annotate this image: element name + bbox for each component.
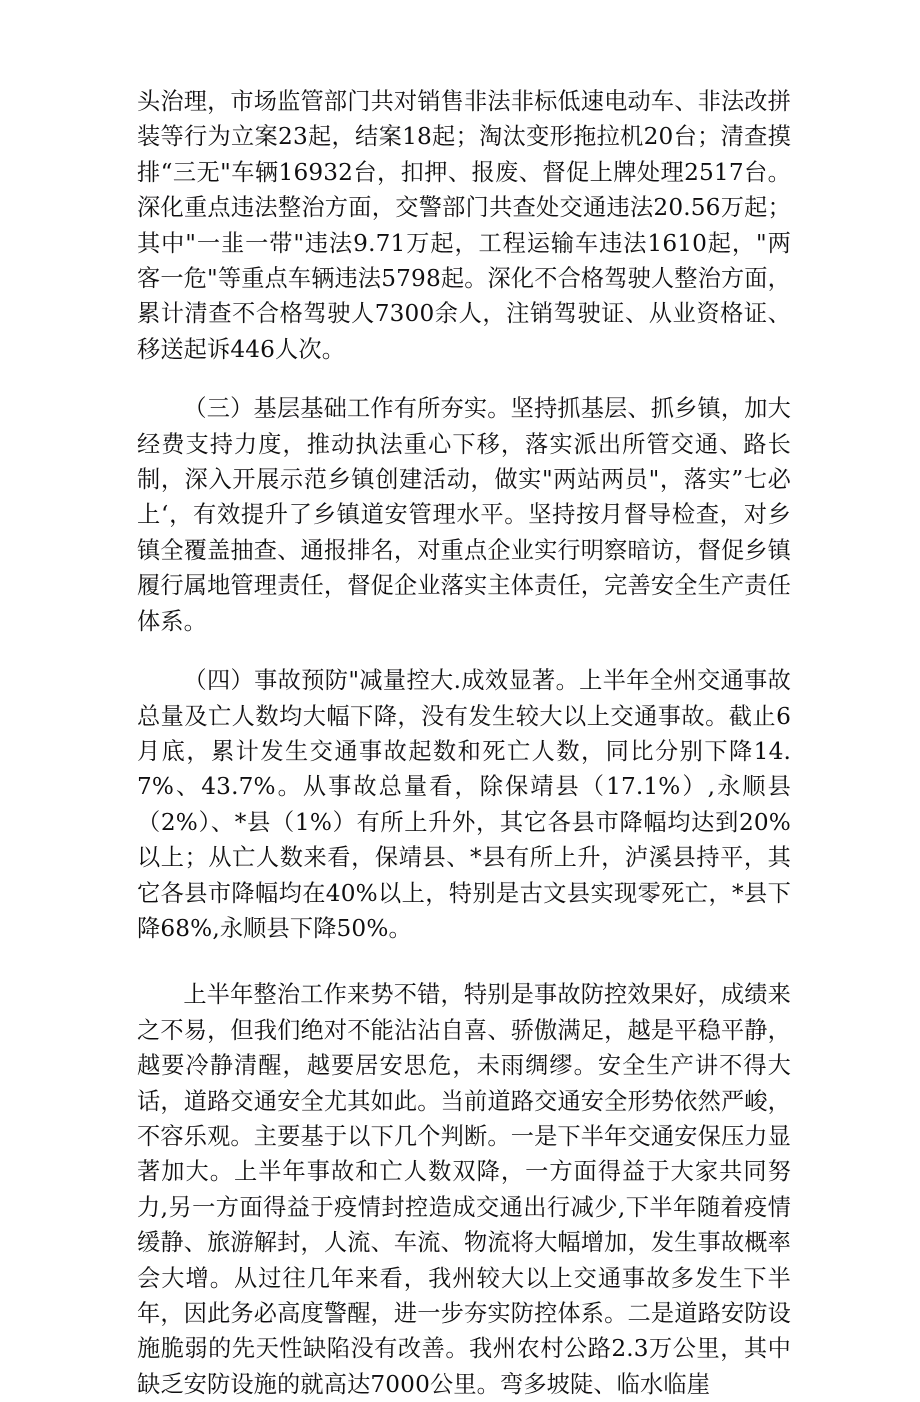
paragraph-spacer (137, 367, 791, 391)
paragraph-section-four: （四）事故预防"减量控大.成效显著。上半年全州交通事故总量及亡人数均大幅下降，没有发生较大以上交通事故。截止6月底，累计发生交通事故起数和死亡人数，同比分别下降14.7%、43.7%。从事故总量看，除保靖县（17.1%）,永顺县（2%）、*县（1%）有所上升外，其它各县市降幅均达到20%以上；从亡人数来看，保靖县、*县有所上升，泸溪县持平，其它各县市降幅均在40%以上，特别是古文县实现零死亡，*县下降68%,永顺县下降50%。 (137, 667, 791, 942)
paragraph-spacer (137, 946, 791, 977)
paragraph-assessment: 上半年整治工作来势不错，特别是事故防控效果好，成绩来之不易，但我们绝对不能沾沾自喜、骄傲满足，越是平稳平静，越要冷静清醒，越要居安思危，未雨绸缪。安全生产讲不得大话，道路交通安全尤其如此。当前道路交通安全形势依然严峻，不容乐观。主要基于以下几个判断。一是下半年交通安保压力显著加大。上半年事故和亡人数双降，一方面得益于大家共同努力,另一方面得益于疫情封控造成交通出行减少,下半年随着疫情缓静、旅游解封，人流、车流、物流将大幅增加，发生事故概率会大增。从过往几年来看，我州较大以上交通事故多发生下半年，因此务必高度警醒，进一步夯实防控体系。二是道路安防设施脆弱的先天性缺陷没有改善。我州农村公路2.3万公里，其中缺乏安防设施的就高达7000公里。弯多坡陡、临水临崖 (137, 981, 791, 1398)
paragraph-continuation-enforcement: 头治理，市场监管部门共对销售非法非标低速电动车、非法改拼装等行为立案23起，结案18起；淘汰变形拖拉机20台；清查摸排“三无"车辆16932台，扣押、报废、督促上牌处理2517台。深化重点违法整治方面，交警部门共查处交通违法20.56万起；其中"一韭一带"违法9.71万起，工程运输车违法1610起，"两客一危"等重点车辆违法5798起。深化不合格驾驶人整治方面，累计清查不合格驾驶人7300余人，注销驾驶证、从业资格证、移送起诉446人次。 (137, 88, 791, 363)
paragraph-section-three: （三）基层基础工作有所夯实。坚持抓基层、抓乡镇，加大经费支持力度，推动执法重心下移，落实派出所管交通、路长制，深入开展示范乡镇创建活动，做实"两站两员"，落实”七必上‘，有效提升了乡镇道安管理水平。坚持按月督导检查，对乡镇全覆盖抽查、通报排名，对重点企业实行明察暗访，督促乡镇履行属地管理责任，督促企业落实主体责任，完善安全生产责任体系。 (137, 395, 791, 635)
paragraph-spacer (137, 639, 791, 663)
document-text-column (137, 84, 791, 1402)
